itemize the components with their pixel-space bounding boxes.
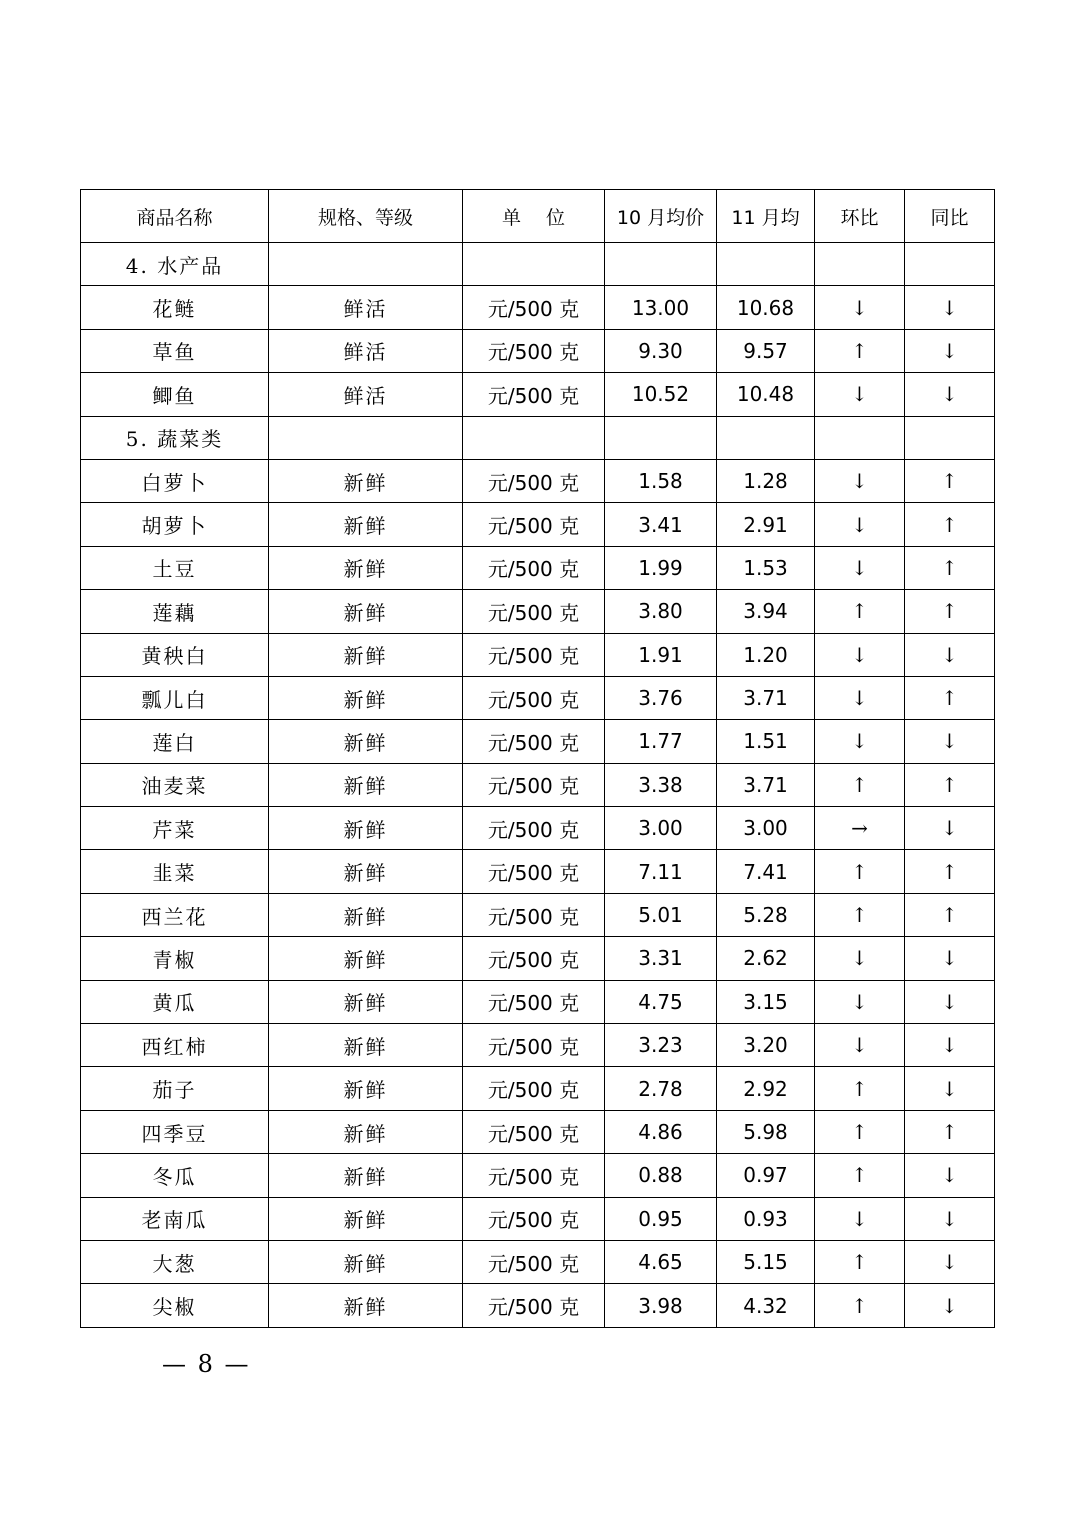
item-spec: 鲜活: [269, 286, 463, 329]
unit-part: 克: [559, 297, 580, 322]
oct-price: 3.80: [605, 590, 717, 633]
nov-price: 2.91: [717, 503, 815, 546]
unit-part: 克: [559, 514, 580, 539]
unit-part: 克: [559, 1164, 580, 1189]
unit-part: /500: [507, 600, 560, 625]
item-name: 老南瓜: [81, 1197, 269, 1240]
yoy-arrow-icon: ↓: [905, 286, 995, 329]
item-unit: [463, 503, 605, 546]
table-row: [81, 329, 995, 372]
oct-price: 3.31: [605, 937, 717, 980]
item-name: 四季豆: [81, 1110, 269, 1153]
unit-part: 元: [487, 514, 508, 539]
yoy-arrow-icon: ↓: [905, 633, 995, 676]
unit-part: 克: [559, 644, 580, 669]
empty-cell: [717, 243, 815, 286]
item-name: 茄子: [81, 1067, 269, 1110]
item-unit: [463, 763, 605, 806]
nov-price: 1.20: [717, 633, 815, 676]
mom-arrow-icon: ↑: [815, 763, 905, 806]
item-unit: [463, 1024, 605, 1067]
unit-part: 克: [559, 774, 580, 799]
nov-price: 3.20: [717, 1024, 815, 1067]
mom-arrow-icon: ↓: [815, 633, 905, 676]
unit-part: /500: [507, 1121, 560, 1146]
unit-part: /500: [507, 470, 560, 495]
unit-part: /500: [507, 340, 560, 365]
item-unit: [463, 286, 605, 329]
unit-part: 元: [487, 730, 508, 755]
item-name: 韭菜: [81, 850, 269, 893]
mom-arrow-icon: ↓: [815, 503, 905, 546]
empty-cell: [269, 243, 463, 286]
header-name: 商品名称: [81, 190, 269, 243]
item-spec: 新鲜: [269, 980, 463, 1023]
table-header-row: [81, 190, 995, 243]
mom-arrow-icon: ↑: [815, 1067, 905, 1110]
oct-price: 1.99: [605, 546, 717, 589]
yoy-arrow-icon: ↓: [905, 807, 995, 850]
oct-price: 0.95: [605, 1197, 717, 1240]
unit-part: 元: [487, 297, 508, 322]
mom-arrow-icon: ↓: [815, 373, 905, 416]
header-unit: 单 位: [463, 190, 605, 243]
item-spec: 新鲜: [269, 1154, 463, 1197]
table-row: [81, 1240, 995, 1283]
mom-arrow-icon: ↑: [815, 850, 905, 893]
unit-part: 元: [487, 470, 508, 495]
empty-cell: [815, 416, 905, 459]
unit-part: 克: [559, 1251, 580, 1276]
mom-arrow-icon: ↑: [815, 893, 905, 936]
item-unit: [463, 937, 605, 980]
unit-part: 克: [559, 991, 580, 1016]
unit-part: 克: [559, 730, 580, 755]
item-spec: 鲜活: [269, 329, 463, 372]
item-name: 油麦菜: [81, 763, 269, 806]
unit-part: /500: [507, 1295, 560, 1320]
yoy-arrow-icon: ↑: [905, 546, 995, 589]
mom-arrow-icon: ↓: [815, 459, 905, 502]
nov-price: 3.15: [717, 980, 815, 1023]
table-row: [81, 546, 995, 589]
unit-part: /500: [507, 817, 560, 842]
yoy-arrow-icon: ↓: [905, 373, 995, 416]
unit-part: 克: [559, 1078, 580, 1103]
unit-part: 克: [559, 557, 580, 582]
unit-part: /500: [507, 861, 560, 886]
unit-part: /500: [507, 1164, 560, 1189]
oct-price: 3.23: [605, 1024, 717, 1067]
nov-price: 2.92: [717, 1067, 815, 1110]
yoy-arrow-icon: ↑: [905, 459, 995, 502]
yoy-arrow-icon: ↓: [905, 1067, 995, 1110]
mom-arrow-icon: ↓: [815, 676, 905, 719]
yoy-arrow-icon: ↑: [905, 1110, 995, 1153]
unit-part: 克: [559, 470, 580, 495]
oct-price: 3.41: [605, 503, 717, 546]
mom-arrow-icon: ↓: [815, 720, 905, 763]
oct-price: 9.30: [605, 329, 717, 372]
item-unit: [463, 459, 605, 502]
nov-price: 10.48: [717, 373, 815, 416]
unit-part: /500: [507, 557, 560, 582]
empty-cell: [905, 416, 995, 459]
oct-price: 0.88: [605, 1154, 717, 1197]
mom-arrow-icon: ↑: [815, 590, 905, 633]
header-oct-price: 10 月均价: [605, 190, 717, 243]
mom-arrow-icon: ↓: [815, 286, 905, 329]
oct-price: 1.77: [605, 720, 717, 763]
item-name: 大葱: [81, 1240, 269, 1283]
item-name: 尖椒: [81, 1284, 269, 1327]
nov-price: 1.51: [717, 720, 815, 763]
mom-arrow-icon: ↓: [815, 1197, 905, 1240]
unit-part: 克: [559, 1208, 580, 1233]
unit-part: 元: [487, 600, 508, 625]
unit-part: 克: [559, 1034, 580, 1059]
table-row: [81, 893, 995, 936]
mom-arrow-icon: →: [815, 807, 905, 850]
unit-part: /500: [507, 947, 560, 972]
unit-part: 克: [559, 817, 580, 842]
table-row: [81, 590, 995, 633]
header-mom: 环比: [815, 190, 905, 243]
yoy-arrow-icon: ↑: [905, 676, 995, 719]
empty-cell: [463, 416, 605, 459]
empty-cell: [815, 243, 905, 286]
section-row: [81, 243, 995, 286]
oct-price: 3.98: [605, 1284, 717, 1327]
unit-part: 元: [487, 687, 508, 712]
nov-price: 1.28: [717, 459, 815, 502]
item-unit: [463, 633, 605, 676]
unit-part: 元: [487, 1121, 508, 1146]
unit-part: 克: [559, 600, 580, 625]
item-name: 胡萝卜: [81, 503, 269, 546]
item-name: 冬瓜: [81, 1154, 269, 1197]
oct-price: 4.86: [605, 1110, 717, 1153]
mom-arrow-icon: ↑: [815, 1110, 905, 1153]
item-name: 莲白: [81, 720, 269, 763]
yoy-arrow-icon: ↑: [905, 590, 995, 633]
unit-part: 元: [487, 1078, 508, 1103]
unit-part: /500: [507, 383, 560, 408]
empty-cell: [605, 243, 717, 286]
yoy-arrow-icon: ↑: [905, 850, 995, 893]
item-name: 青椒: [81, 937, 269, 980]
nov-price: 5.15: [717, 1240, 815, 1283]
unit-part: 克: [559, 1121, 580, 1146]
item-unit: [463, 1240, 605, 1283]
unit-part: /500: [507, 904, 560, 929]
mom-arrow-icon: ↑: [815, 1154, 905, 1197]
unit-part: /500: [507, 1078, 560, 1103]
item-spec: 新鲜: [269, 590, 463, 633]
item-unit: [463, 590, 605, 633]
item-spec: 新鲜: [269, 850, 463, 893]
unit-part: 元: [487, 991, 508, 1016]
item-spec: 新鲜: [269, 763, 463, 806]
header-yoy: 同比: [905, 190, 995, 243]
mom-arrow-icon: ↑: [815, 329, 905, 372]
section-title: 5. 蔬菜类: [81, 416, 269, 459]
unit-part: /500: [507, 1251, 560, 1276]
item-unit: [463, 676, 605, 719]
item-name: 花鲢: [81, 286, 269, 329]
mom-arrow-icon: ↓: [815, 546, 905, 589]
nov-price: 4.32: [717, 1284, 815, 1327]
item-spec: 新鲜: [269, 503, 463, 546]
unit-part: 元: [487, 1208, 508, 1233]
item-spec: 新鲜: [269, 676, 463, 719]
table-row: [81, 720, 995, 763]
oct-price: 1.58: [605, 459, 717, 502]
unit-part: 元: [487, 1251, 508, 1276]
item-unit: [463, 720, 605, 763]
nov-price: 3.71: [717, 676, 815, 719]
unit-part: 元: [487, 861, 508, 886]
item-name: 黄瓜: [81, 980, 269, 1023]
empty-cell: [463, 243, 605, 286]
unit-part: 克: [559, 947, 580, 972]
unit-part: /500: [507, 730, 560, 755]
table-row: [81, 373, 995, 416]
item-spec: 新鲜: [269, 1067, 463, 1110]
oct-price: 3.38: [605, 763, 717, 806]
item-name: 草鱼: [81, 329, 269, 372]
section-title: 4. 水产品: [81, 243, 269, 286]
item-name: 黄秧白: [81, 633, 269, 676]
table-row: [81, 1024, 995, 1067]
item-unit: [463, 546, 605, 589]
table-row: [81, 763, 995, 806]
item-spec: 新鲜: [269, 546, 463, 589]
item-spec: 新鲜: [269, 1024, 463, 1067]
empty-cell: [605, 416, 717, 459]
item-spec: 新鲜: [269, 1284, 463, 1327]
unit-part: /500: [507, 1034, 560, 1059]
unit-part: 克: [559, 861, 580, 886]
oct-price: 2.78: [605, 1067, 717, 1110]
mom-arrow-icon: ↓: [815, 1024, 905, 1067]
yoy-arrow-icon: ↓: [905, 329, 995, 372]
nov-price: 3.94: [717, 590, 815, 633]
empty-cell: [717, 416, 815, 459]
unit-part: 克: [559, 687, 580, 712]
oct-price: 4.65: [605, 1240, 717, 1283]
yoy-arrow-icon: ↓: [905, 1024, 995, 1067]
table-row: [81, 980, 995, 1023]
item-unit: [463, 1154, 605, 1197]
yoy-arrow-icon: ↓: [905, 1284, 995, 1327]
item-unit: [463, 1067, 605, 1110]
unit-part: 元: [487, 774, 508, 799]
table-row: [81, 807, 995, 850]
unit-part: 元: [487, 817, 508, 842]
item-name: 白萝卜: [81, 459, 269, 502]
item-spec: 新鲜: [269, 633, 463, 676]
item-unit: [463, 373, 605, 416]
table-row: [81, 1110, 995, 1153]
yoy-arrow-icon: ↓: [905, 720, 995, 763]
oct-price: 13.00: [605, 286, 717, 329]
table-row: [81, 459, 995, 502]
item-unit: [463, 893, 605, 936]
nov-price: 0.97: [717, 1154, 815, 1197]
price-table: [80, 189, 995, 1328]
item-name: 莲藕: [81, 590, 269, 633]
item-spec: 新鲜: [269, 1110, 463, 1153]
unit-part: /500: [507, 991, 560, 1016]
unit-part: 元: [487, 644, 508, 669]
section-row: [81, 416, 995, 459]
nov-price: 2.62: [717, 937, 815, 980]
item-spec: 新鲜: [269, 1197, 463, 1240]
nov-price: 0.93: [717, 1197, 815, 1240]
table-row: [81, 1067, 995, 1110]
yoy-arrow-icon: ↓: [905, 980, 995, 1023]
item-spec: 新鲜: [269, 459, 463, 502]
empty-cell: [905, 243, 995, 286]
header-nov-price: 11 月均: [717, 190, 815, 243]
nov-price: 5.98: [717, 1110, 815, 1153]
table-row: [81, 1197, 995, 1240]
unit-part: /500: [507, 687, 560, 712]
item-name: 西红柿: [81, 1024, 269, 1067]
yoy-arrow-icon: ↓: [905, 937, 995, 980]
yoy-arrow-icon: ↓: [905, 1154, 995, 1197]
nov-price: 9.57: [717, 329, 815, 372]
unit-part: 元: [487, 1034, 508, 1059]
table-row: [81, 286, 995, 329]
oct-price: 10.52: [605, 373, 717, 416]
unit-part: 元: [487, 947, 508, 972]
unit-part: 克: [559, 1295, 580, 1320]
unit-part: 克: [559, 904, 580, 929]
nov-price: 3.00: [717, 807, 815, 850]
item-spec: 鲜活: [269, 373, 463, 416]
nov-price: 10.68: [717, 286, 815, 329]
table-row: [81, 937, 995, 980]
nov-price: 5.28: [717, 893, 815, 936]
item-unit: [463, 1110, 605, 1153]
mom-arrow-icon: ↓: [815, 937, 905, 980]
unit-part: 元: [487, 340, 508, 365]
unit-part: 克: [559, 340, 580, 365]
unit-part: 元: [487, 557, 508, 582]
item-unit: [463, 980, 605, 1023]
mom-arrow-icon: ↑: [815, 1240, 905, 1283]
mom-arrow-icon: ↑: [815, 1284, 905, 1327]
item-name: 鲫鱼: [81, 373, 269, 416]
item-unit: [463, 329, 605, 372]
unit-part: /500: [507, 644, 560, 669]
table-row: [81, 1154, 995, 1197]
item-name: 瓢儿白: [81, 676, 269, 719]
yoy-arrow-icon: ↑: [905, 763, 995, 806]
table-row: [81, 633, 995, 676]
nov-price: 3.71: [717, 763, 815, 806]
unit-part: 元: [487, 1295, 508, 1320]
item-unit: [463, 1197, 605, 1240]
item-spec: 新鲜: [269, 937, 463, 980]
header-spec: 规格、等级: [269, 190, 463, 243]
yoy-arrow-icon: ↓: [905, 1197, 995, 1240]
oct-price: 3.00: [605, 807, 717, 850]
oct-price: 5.01: [605, 893, 717, 936]
item-unit: [463, 1284, 605, 1327]
unit-part: 元: [487, 383, 508, 408]
unit-part: 克: [559, 383, 580, 408]
oct-price: 1.91: [605, 633, 717, 676]
oct-price: 7.11: [605, 850, 717, 893]
item-spec: 新鲜: [269, 720, 463, 763]
page-number: — 8 —: [162, 1350, 251, 1378]
unit-part: /500: [507, 297, 560, 322]
yoy-arrow-icon: ↓: [905, 1240, 995, 1283]
empty-cell: [269, 416, 463, 459]
item-name: 土豆: [81, 546, 269, 589]
unit-part: /500: [507, 774, 560, 799]
table-row: [81, 676, 995, 719]
item-name: 芹菜: [81, 807, 269, 850]
unit-part: 元: [487, 904, 508, 929]
table-row: [81, 850, 995, 893]
unit-part: /500: [507, 1208, 560, 1233]
item-spec: 新鲜: [269, 807, 463, 850]
table-row: [81, 1284, 995, 1327]
nov-price: 7.41: [717, 850, 815, 893]
yoy-arrow-icon: ↑: [905, 503, 995, 546]
mom-arrow-icon: ↓: [815, 980, 905, 1023]
table-row: [81, 503, 995, 546]
unit-part: /500: [507, 514, 560, 539]
item-unit: [463, 807, 605, 850]
item-spec: 新鲜: [269, 893, 463, 936]
item-unit: [463, 850, 605, 893]
yoy-arrow-icon: ↑: [905, 893, 995, 936]
item-name: 西兰花: [81, 893, 269, 936]
item-spec: 新鲜: [269, 1240, 463, 1283]
oct-price: 3.76: [605, 676, 717, 719]
nov-price: 1.53: [717, 546, 815, 589]
unit-part: 元: [487, 1164, 508, 1189]
oct-price: 4.75: [605, 980, 717, 1023]
